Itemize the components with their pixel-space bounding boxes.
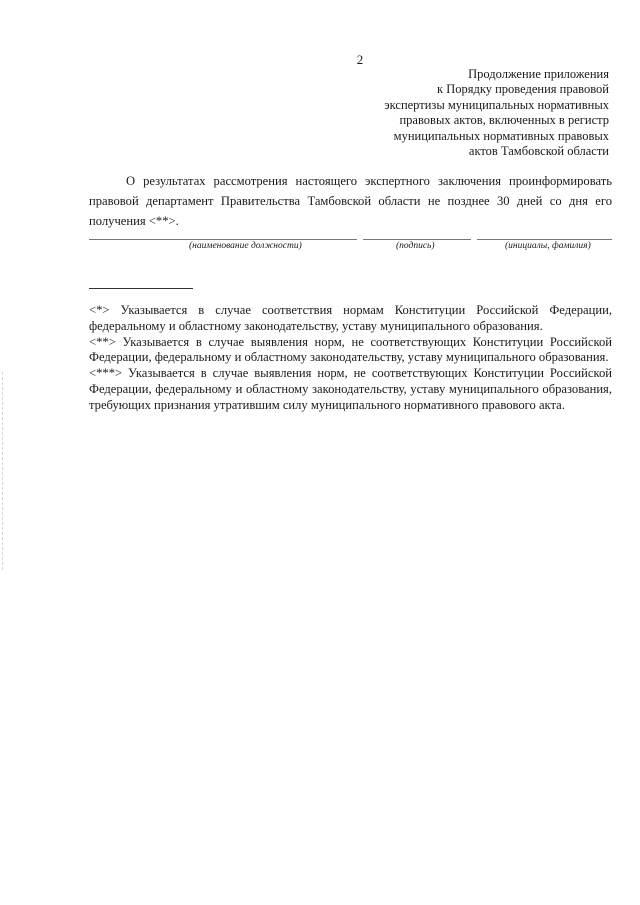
appendix-header <box>309 67 609 159</box>
signature-line-signature <box>363 239 471 240</box>
appendix-header-line: экспертизы муниципальных нормативных <box>384 97 609 112</box>
intro-paragraph: О результатах рассмотрения настоящего экспертного заключения проинформировать правовой департамент Правительства Тамбовской области не позднее 30 дней со дня его получения <**>. <box>89 174 612 228</box>
signature-caption: (подпись) <box>396 241 435 251</box>
signature-line-name <box>477 239 612 240</box>
signature-block <box>89 233 612 263</box>
scan-margin-marks <box>2 372 7 570</box>
page-number: 2 <box>356 52 364 67</box>
footnote-item: <*> Указывается в случае соответствия нормам Конституции Российской Федерации, федеральному и областному законодательству, уставу муниципального образования. <box>89 303 612 333</box>
footnote-separator <box>89 288 193 289</box>
appendix-header-line: Продолжение приложения <box>468 67 609 81</box>
footnote-item: <***> Указывается в случае выявления норм, не соответствующих Конституции Российской Федерации, федеральному и областному законодательству, уставу муниципального образования, требующих признания утратившим силу муниципального нормативного правового акта. <box>89 366 612 412</box>
name-caption: (инициалы, фамилия) <box>505 241 591 251</box>
signature-line-position <box>89 239 357 240</box>
appendix-header-line: актов Тамбовской области <box>468 144 609 159</box>
appendix-header-line: к Порядку проведения правовой <box>437 82 609 97</box>
footnote-item: <**> Указывается в случае выявления норм, не соответствующих Конституции Российской Федерации, федеральному и областному законодательству, уставу муниципального образования. <box>89 334 612 365</box>
position-caption: (наименование должности) <box>189 241 302 251</box>
appendix-header-line: правовых актов, включенных в регистр <box>399 113 609 128</box>
appendix-header-line: муниципальных нормативных правовых <box>393 128 609 143</box>
footnotes <box>89 303 612 414</box>
